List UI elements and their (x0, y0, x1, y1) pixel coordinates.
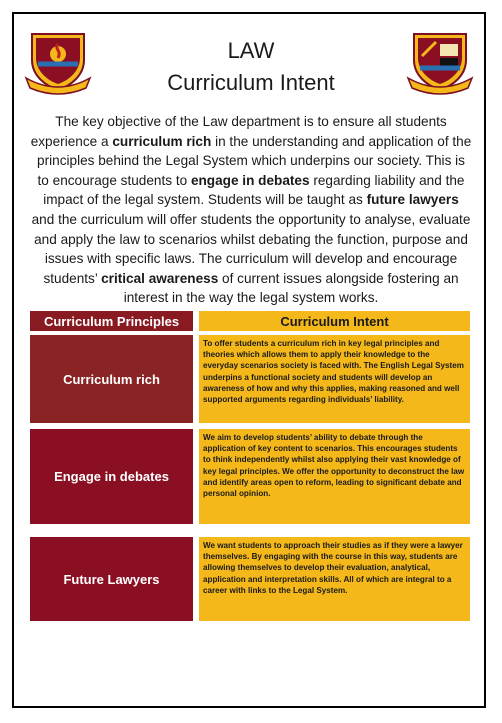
intro-text: The key objective of the Law department is to ensure all students experience a (30, 114, 447, 149)
page-subtitle: Curriculum Intent (167, 70, 335, 95)
intro-text: in the understanding and application of the principles behind the Legal System which underpins our society. This is to encourage students to (37, 133, 472, 188)
intent-text: To offer students a curriculum rich in key legal principles and theories which allows them to apply their knowledge to the everyday scenarios society is faced with. The English Legal System underpins a functional society and students will develop an awareness of how and why this applies, making reasoned and well supported arguments regarding individuals’ liability. (199, 335, 470, 423)
intro-keyword: engage in debates (190, 172, 310, 188)
intro-text: of current issues alongside fostering an interest in the way the legal system works. (123, 270, 459, 306)
school-crest-icon (406, 30, 474, 96)
intro-keyword: future lawyers (366, 192, 459, 208)
principle-label: Future Lawyers (30, 537, 193, 621)
intro-paragraph (30, 112, 472, 308)
intro-text: regarding liability and the impact of the legal system. Students will be taught as (43, 172, 465, 208)
principle-label: Engage in debates (30, 429, 193, 524)
school-crest-icon (24, 30, 92, 96)
intent-text: We want students to approach their studies as if they were a lawyer themselves. By engaging with the course in this way, students are allowing themselves to develop their evaluation, analytical, application and interpretation skills. All of which are integral to a career with links to the Legal System. (199, 537, 470, 621)
table-header-intent: Curriculum Intent (199, 311, 470, 331)
intro-keyword: curriculum rich (112, 133, 212, 149)
intro-keyword: critical awareness (101, 270, 219, 286)
table-header-principles: Curriculum Principles (30, 311, 193, 331)
intent-text: We aim to develop students’ ability to debate through the application of key content to scenarios. This encourages students to think independently whilst also applying their vast knowledge of key legal principles. We offer the opportunity to deconstruct the law and identify areas open to reform, leading to significant debate and personal opinion. (199, 429, 470, 524)
principle-label: Curriculum rich (30, 335, 193, 423)
page-title: LAW (227, 38, 275, 63)
intro-text: and the curriculum will offer students the opportunity to analyse, evaluate and apply the law to scenarios whilst debating the function, purpose and issues with specific laws. The curriculum will develop and encourage students’ (31, 211, 471, 286)
